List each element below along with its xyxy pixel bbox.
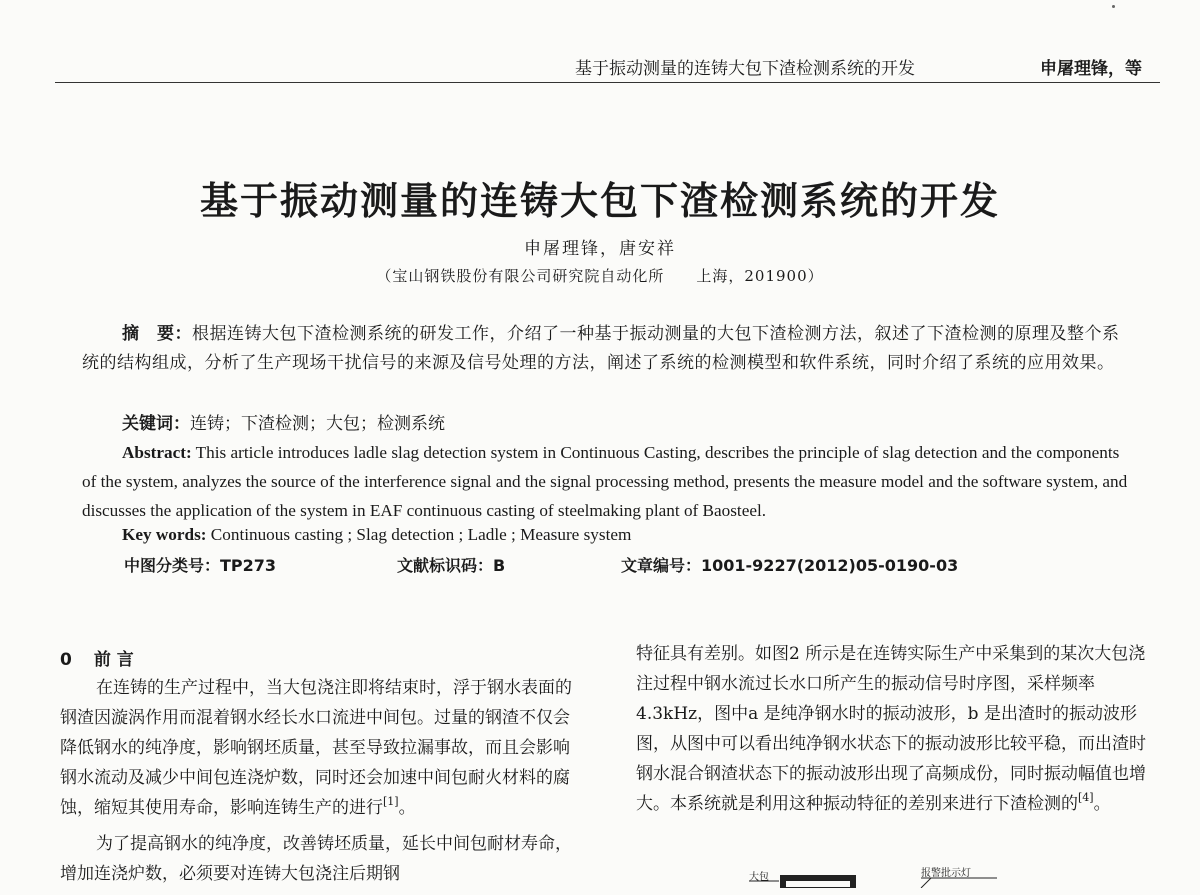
section-title: 前 言 <box>93 650 134 670</box>
running-head-title: 基于振动测量的连铸大包下渣检测系统的开发 <box>575 59 915 79</box>
paragraph <box>60 673 580 823</box>
section-number: 0 <box>60 650 72 670</box>
abstract-english <box>82 438 1132 525</box>
paragraph-text: 在连铸的生产过程中，当大包浇注即将结束时，浮于钢水表面的钢渣因漩涡作用而混着钢水经长水口流进中间包。过量的钢渣不仅会降低钢水的纯净度，影响钢坯质量，甚至导致拉漏事故，而且会影响钢水流动及减少中间包连浇炉数，同时还会加速中间包耐火材料的腐蚀，缩短其使用寿命，影响连铸生产的进行 <box>60 678 572 818</box>
figure-diagram <box>735 862 1055 888</box>
keywords-english <box>122 525 631 545</box>
left-column <box>60 673 580 895</box>
running-head <box>575 54 1160 79</box>
scan-speck <box>1112 5 1115 8</box>
paper-title: 基于振动测量的连铸大包下渣检测系统的开发 <box>199 179 1000 223</box>
figure-label-ladle: 大包 <box>749 872 769 883</box>
abstract-en-label: Abstract: <box>122 443 192 462</box>
section-heading <box>60 645 134 670</box>
abstract-cn-text: 根据连铸大包下渣检测系统的研发工作，介绍了一种基于振动测量的大包下渣检测方法，叙述了下渣检测的原理及整个系统的结构组成，分析了生产现场干扰信号的来源及信号处理的方法，阐述了系统的检测模型和软件系统，同时介绍了系统的应用效果。 <box>82 324 1120 373</box>
paragraph-text: 特征具有差别。如图2 所示是在连铸实际生产中采集到的某次大包浇注过程中钢水流过长水口所产生的振动信号时序图，采样频率4.3kHz，图中a 是纯净钢水时的振动波形，b 是出渣时的振动波形图，从图中可以看出纯净钢水状态下的振动波形比较平稳，而出渣时钢水混合钢渣状态下的振动波形出现了高频成份，同时振动幅值也增大。本系统就是利用这种振动特征的差别来进行下渣检测的 <box>636 644 1146 814</box>
figure-lines <box>735 862 1055 888</box>
paper-affiliation: （宝山钢铁股份有限公司研究院自动化所 上海，201900） <box>376 267 824 285</box>
article-number: 文章编号：1001-9227(2012)05-0190-03 <box>621 556 959 575</box>
citation: [1] <box>383 795 399 808</box>
abstract-cn-label: 摘 要： <box>122 324 192 344</box>
paragraph-end: 。 <box>1093 794 1111 814</box>
document-code: 文献标识码：B <box>397 556 506 575</box>
clc-number: 中图分类号：TP273 <box>124 556 277 575</box>
paragraph <box>636 639 1156 819</box>
figure-label-alarm: 报警批示灯 <box>921 868 971 879</box>
citation: [4] <box>1078 791 1094 804</box>
running-head-authors: 申屠理锋，等 <box>1040 59 1142 79</box>
keywords-en-text: Continuous casting ; Slag detection ; Ladle ; Measure system <box>206 525 632 544</box>
paper-authors: 申屠理锋，唐安祥 <box>524 239 676 259</box>
right-column <box>636 639 1156 819</box>
keywords-en-label: Key words: <box>122 525 207 544</box>
keywords-cn-label: 关键词： <box>122 414 190 434</box>
keywords-chinese <box>122 409 445 434</box>
header-rule <box>55 82 1160 83</box>
abstract-en-text: This article introduces ladle slag detection system in Continuous Casting, describes the principle of slag detection and the components of the system, analyzes the source of the interference signal and the signal processing method, presents the measure model and the software system, and discusses the application of the system in EAF continuous casting of steelmaking plant of Baosteel. <box>82 443 1128 520</box>
paragraph-end: 。 <box>398 798 416 818</box>
paragraph: 为了提高钢水的纯净度，改善铸坯质量，延长中间包耐材寿命，增加连浇炉数，必须要对连铸大包浇注后期钢 <box>60 834 572 884</box>
keywords-cn-text: 连铸；下渣检测；大包；检测系统 <box>190 414 445 434</box>
abstract-chinese <box>82 320 1132 378</box>
